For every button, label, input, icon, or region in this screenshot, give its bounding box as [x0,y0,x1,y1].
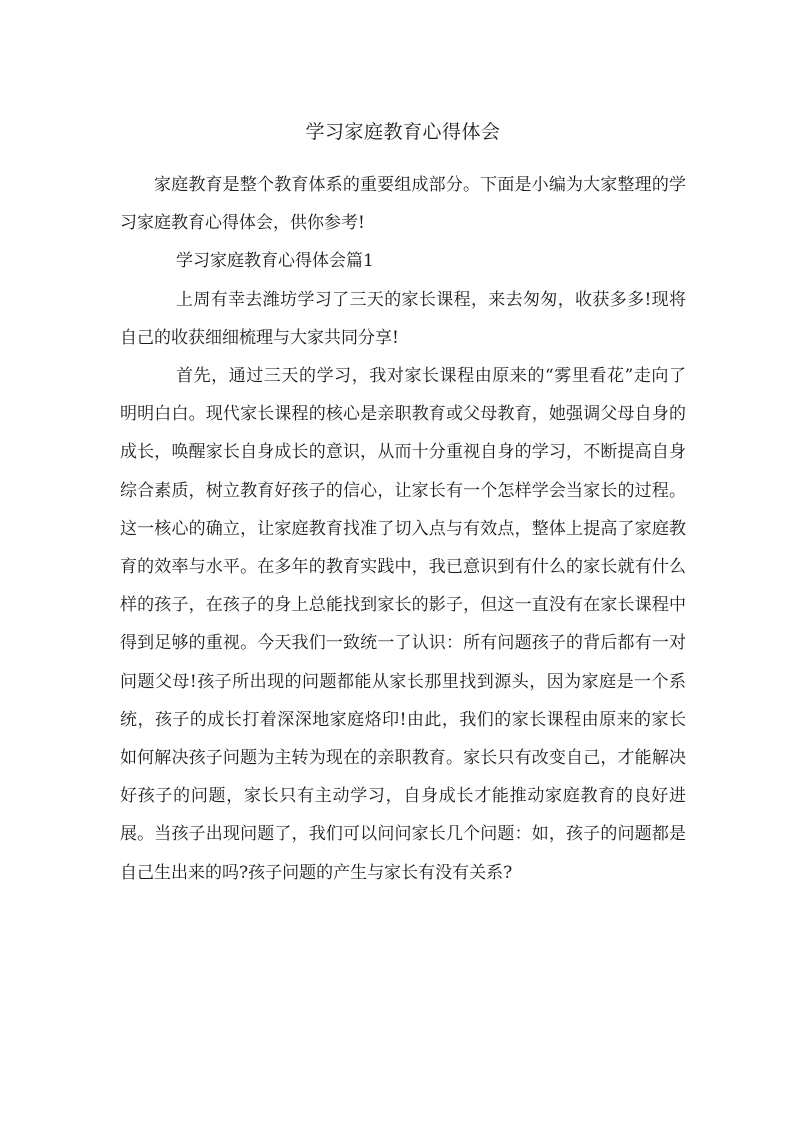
section-heading: 学习家庭教育心得体会篇1 [176,251,374,272]
body-paragraph-1: 上周有幸去潍坊学习了三天的家长课程，来去匆匆，收获多多!现将自己的收获细细梳理与大家共同分享! [120,289,686,348]
intro-paragraph: 家庭教育是整个教育体系的重要组成部分。下面是小编为大家整理的学习家庭教育心得体会，供你参考! [120,175,686,234]
body-paragraph-2: 首先，通过三天的学习，我对家长课程由原来的“雾里看花”走向了明明白白。现代家长课程的核心是亲职教育或父母教育，她强调父母自身的成长，唤醒家长自身成长的意识，从而十分重视自身的学习，不断提高自身综合素质，树立教育好孩子的信心，让家长有一个怎样学会当家长的过程。这一核心的确立，让家庭教育找准了切入点与有效点，整体上提高了家庭教育的效率与水平。在多年的教育实践中，我已意识到有什么的家长就有什么样的孩子，在孩子的身上总能找到家长的影子，但这一直没有在家长课程中得到足够的重视。今天我们一致统一了认识：所有问题孩子的背后都有一对问题父母!孩子所出现的问题都能从家长那里找到源头，因为家庭是一个系统，孩子的成长打着深深地家庭烙印!由此，我们的家长课程由原来的家长如何解决孩子问题为主转为现在的亲职教育。家长只有改变自己，才能解决好孩子的问题，家长只有主动学习，自身成长才能推动家庭教育的良好进展。当孩子出现问题了，我们可以问问家长几个问题：如，孩子的问题都是自己生出来的吗?孩子问题的产生与家长有没有关系? [120,366,686,883]
document-title: 学习家庭教育心得体会 [305,121,501,143]
document-page [120,118,686,892]
